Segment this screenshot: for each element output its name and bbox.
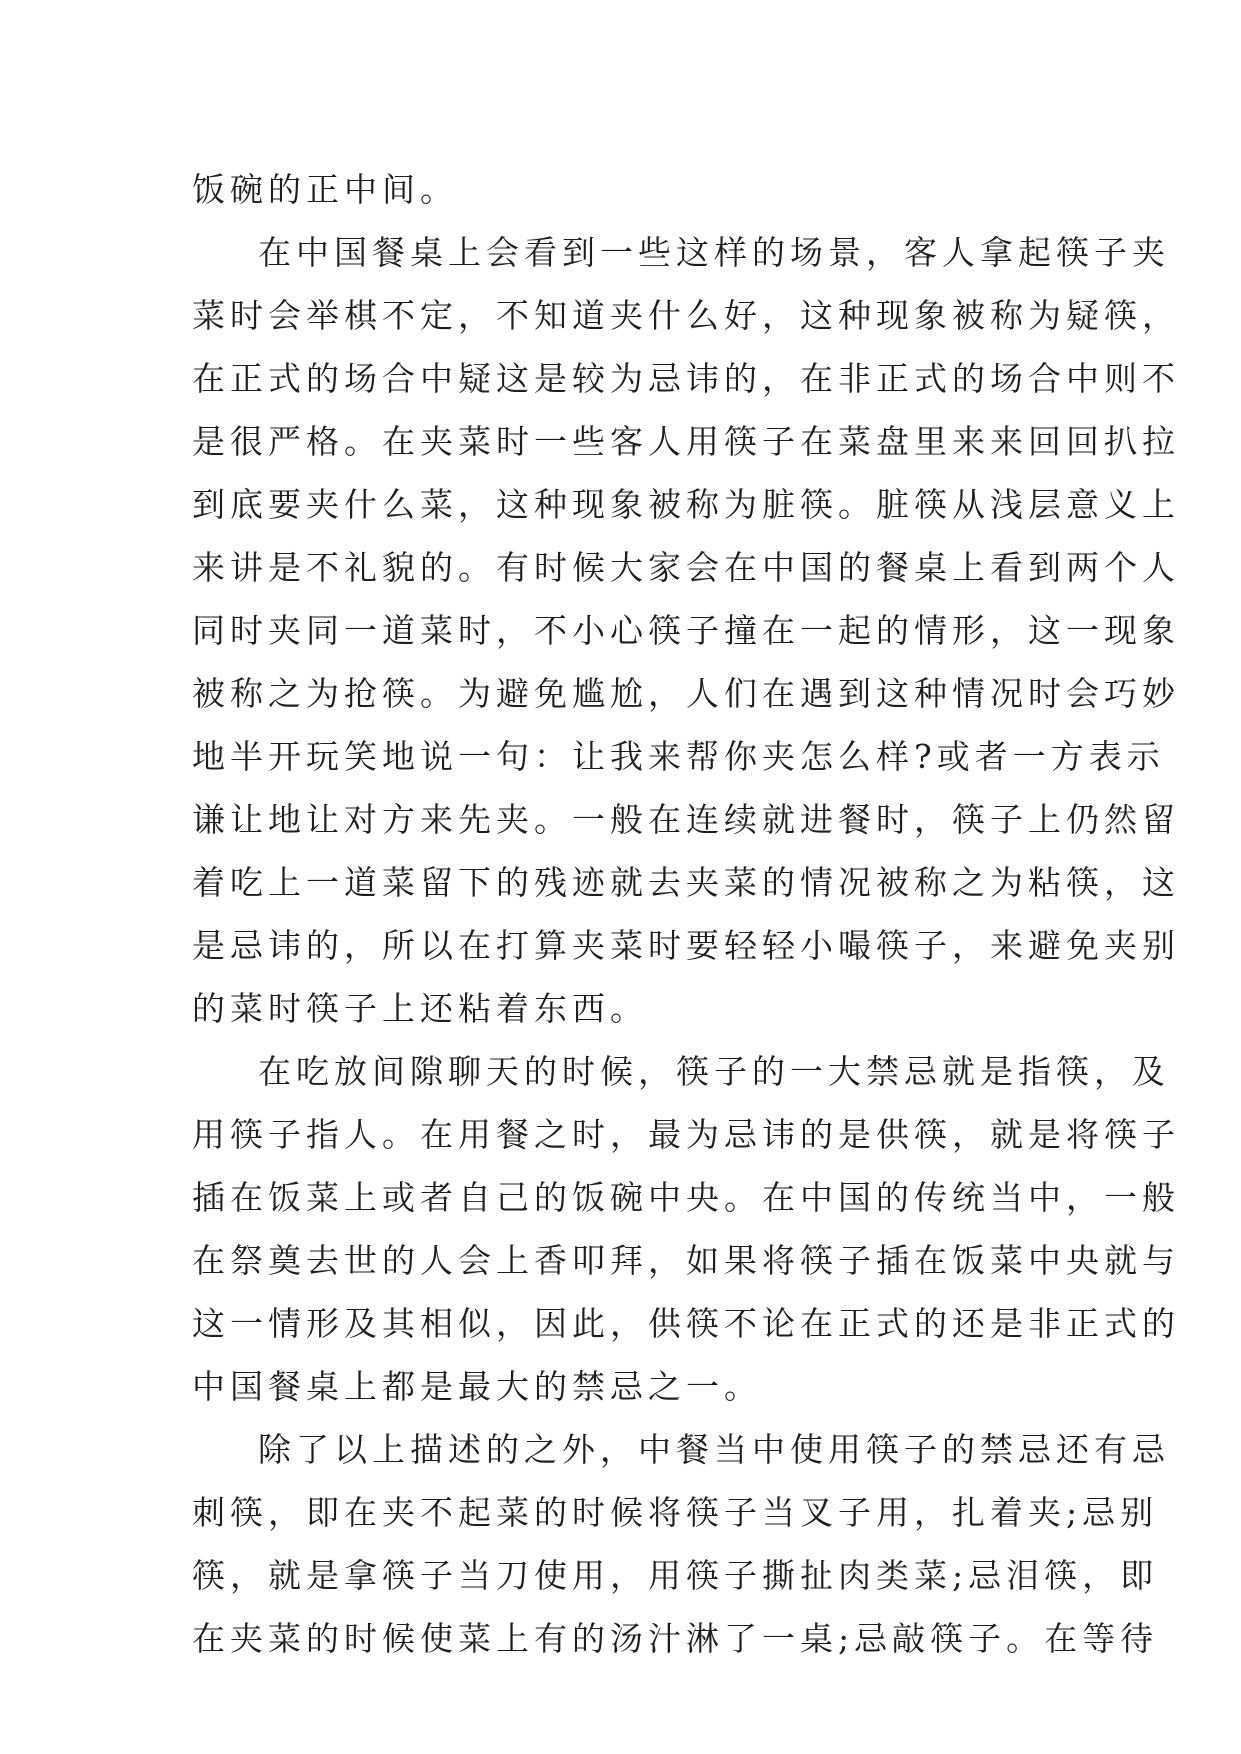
text-line: 在夹菜的时候使菜上有的汤汁淋了一桌;忌敲筷子。在等待 xyxy=(192,1619,1159,1658)
body-text xyxy=(192,158,1180,1670)
text-line: 同时夹同一道菜时，不小心筷子撞在一起的情形，这一现象 xyxy=(192,611,1180,650)
text-line: 这一情形及其相似，因此，供筷不论在正式的还是非正式的 xyxy=(192,1304,1180,1343)
text-line: 筷，就是拿筷子当刀使用，用筷子撕扯肉类菜;忌泪筷，即 xyxy=(192,1556,1159,1595)
text-line: 刺筷，即在夹不起菜的时候将筷子当叉子用，扎着夹;忌别 xyxy=(192,1493,1159,1532)
text-line: 的菜时筷子上还粘着东西。 xyxy=(192,989,648,1028)
text-line: 被称之为抢筷。为避免尴尬，人们在遇到这种情况时会巧妙 xyxy=(192,674,1180,713)
text-line: 地半开玩笑地说一句：让我来帮你夹怎么样?或者一方表示 xyxy=(192,737,1165,776)
text-line: 除了以上描述的之外，中餐当中使用筷子的禁忌还有忌 xyxy=(258,1430,1170,1469)
text-line: 是忌讳的，所以在打算夹菜时要轻轻小嘬筷子，来避免夹别 xyxy=(192,926,1180,965)
text-line: 在正式的场合中疑这是较为忌讳的，在非正式的场合中则不 xyxy=(192,359,1180,398)
text-line: 菜时会举棋不定，不知道夹什么好，这种现象被称为疑筷， xyxy=(192,296,1180,335)
text-line: 在吃放间隙聊天的时候，筷子的一大禁忌就是指筷，及 xyxy=(258,1052,1170,1091)
text-line: 饭碗的正中间。 xyxy=(192,170,458,209)
text-line: 中国餐桌上都是最大的禁忌之一。 xyxy=(192,1367,762,1406)
text-line: 插在饭菜上或者自己的饭碗中央。在中国的传统当中，一般 xyxy=(192,1178,1180,1217)
text-line: 在中国餐桌上会看到一些这样的场景，客人拿起筷子夹 xyxy=(258,233,1170,272)
text-line: 到底要夹什么菜，这种现象被称为脏筷。脏筷从浅层意义上 xyxy=(192,485,1180,524)
text-line: 谦让地让对方来先夹。一般在连续就进餐时，筷子上仍然留 xyxy=(192,800,1180,839)
text-line: 来讲是不礼貌的。有时候大家会在中国的餐桌上看到两个人 xyxy=(192,548,1180,587)
text-line: 在祭奠去世的人会上香叩拜，如果将筷子插在饭菜中央就与 xyxy=(192,1241,1180,1280)
text-line: 是很严格。在夹菜时一些客人用筷子在菜盘里来来回回扒拉 xyxy=(192,422,1180,461)
text-line: 着吃上一道菜留下的残迹就去夹菜的情况被称之为粘筷，这 xyxy=(192,863,1180,902)
text-line: 用筷子指人。在用餐之时，最为忌讳的是供筷，就是将筷子 xyxy=(192,1115,1180,1154)
